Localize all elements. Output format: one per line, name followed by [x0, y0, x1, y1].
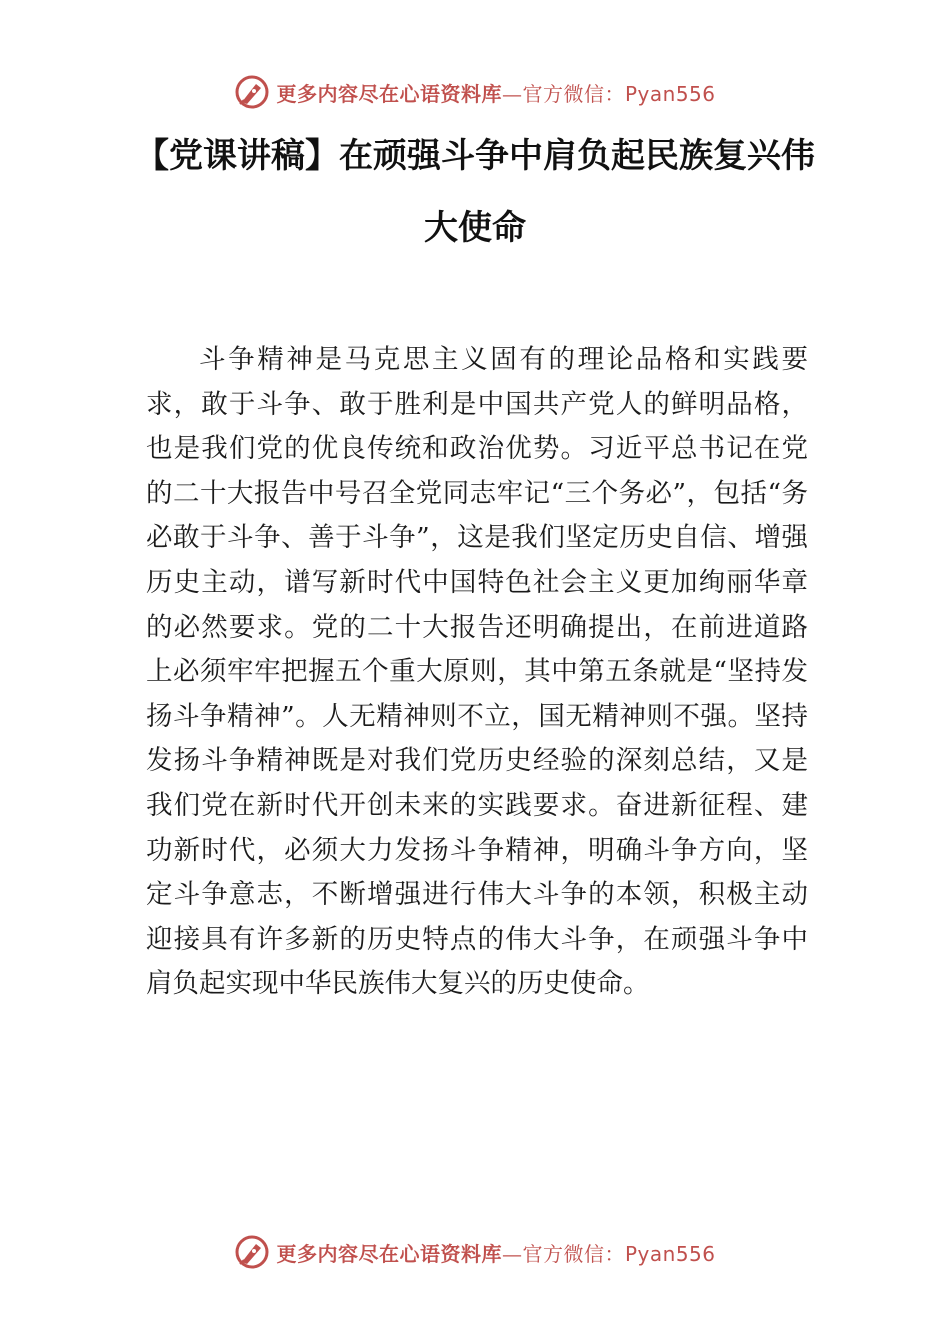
banner-text: [276, 1238, 715, 1267]
title-line-2: 大使命: [424, 208, 526, 248]
banner-separator: —: [501, 81, 523, 106]
banner-text: [276, 78, 715, 107]
banner-separator: —: [501, 1241, 523, 1266]
banner-main-text: 更多内容尽在心语资料库: [276, 1241, 502, 1266]
document-title: [120, 120, 830, 264]
banner-wechat-id: Pyan556: [624, 81, 716, 106]
banner-wechat-id: Pyan556: [624, 1241, 716, 1266]
header-banner: [0, 70, 950, 114]
body-paragraph: 斗争精神是马克思主义固有的理论品格和实践要求，敢于斗争、敢于胜利是中国共产党人的鲜明品格，也是我们党的优良传统和政治优势。习近平总书记在党的二十大报告中号召全党同志牢记“三个务必”，包括“务必敢于斗争、善于斗争”，这是我们坚定历史自信、增强历史主动，谱写新时代中国特色社会主义更加绚丽华章的必然要求。党的二十大报告还明确提出，在前进道路上必须牢牢把握五个重大原则，其中第五条就是“坚持发扬斗争精神”。人无精神则不立，国无精神则不强。坚持发扬斗争精神既是对我们党历史经验的深刻总结，又是我们党在新时代开创未来的实践要求。奋进新征程、建功新时代，必须大力发扬斗争精神，明确斗争方向，坚定斗争意志，不断增强进行伟大斗争的本领，积极主动迎接具有许多新的历史特点的伟大斗争，在顽强斗争中肩负起实现中华民族伟大复兴的历史使命。: [146, 344, 808, 1000]
fountain-pen-nib-icon: [234, 74, 270, 110]
banner-main-text: 更多内容尽在心语资料库: [276, 81, 502, 106]
fountain-pen-nib-icon: [234, 1234, 270, 1270]
banner-wechat-label: 官方微信：: [522, 1241, 625, 1266]
banner-wechat-label: 官方微信：: [522, 81, 625, 106]
title-line-1: 【党课讲稿】在顽强斗争中肩负起民族复兴伟: [135, 136, 815, 176]
footer-banner: [0, 1230, 950, 1274]
